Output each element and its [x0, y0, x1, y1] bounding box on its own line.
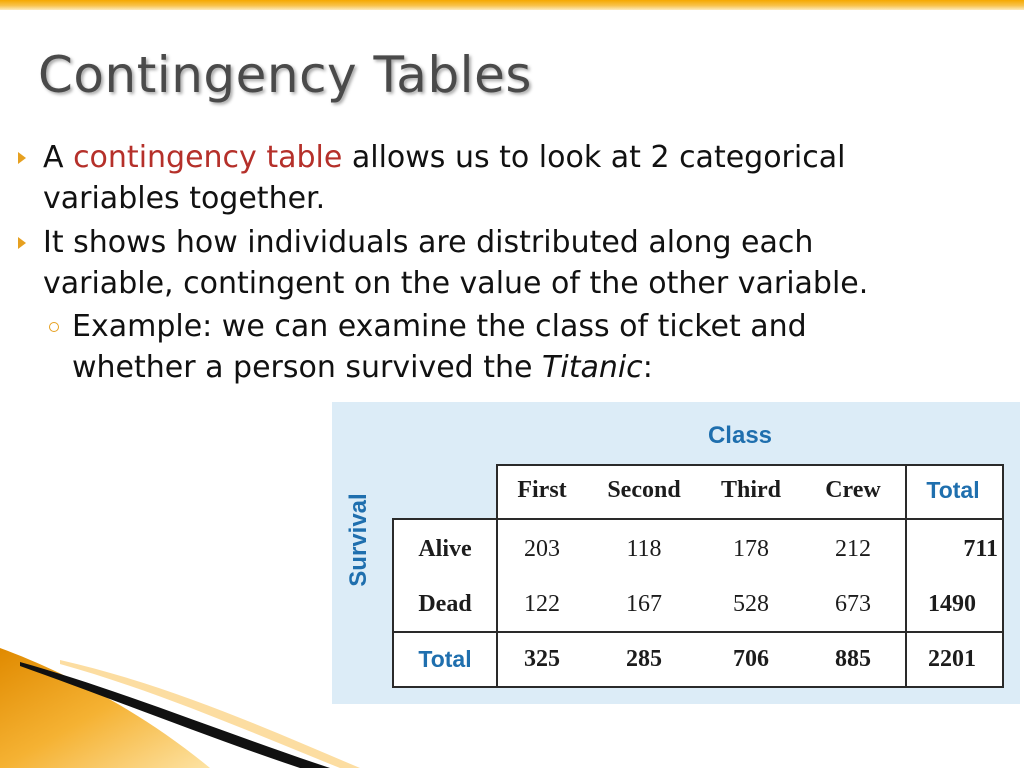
survival-group-label: Survival: [345, 493, 372, 587]
bullet-arrow-icon: [18, 152, 26, 164]
column-header-total: Total: [926, 477, 980, 503]
sub-bullet-line-1: Example: we can examine the class of ticket and: [72, 309, 807, 344]
titanic-italic: Titanic: [542, 350, 643, 385]
decorative-swoosh: [0, 640, 400, 768]
highlighted-term: contingency table: [73, 140, 343, 175]
cell-alive-second: 118: [626, 536, 662, 562]
cell-alive-third: 178: [733, 536, 769, 562]
bullet-1-line-2: variables together.: [43, 181, 326, 216]
cell-grand-total: 2201: [928, 646, 976, 672]
column-header-crew: Crew: [825, 477, 881, 503]
cell-total-second: 285: [626, 646, 662, 672]
row-label-alive: Alive: [418, 536, 472, 562]
class-group-label: Class: [707, 422, 773, 449]
cell-dead-first: 122: [524, 591, 560, 617]
cell-dead-third: 528: [733, 591, 769, 617]
bullet-arrow-icon: [18, 237, 26, 249]
bullet-2-line-2: variable, contingent on the value of the other variable.: [43, 266, 869, 301]
column-header-first: First: [517, 477, 567, 503]
column-header-second: Second: [607, 477, 681, 503]
cell-alive-first: 203: [524, 536, 560, 562]
column-header-third: Third: [720, 477, 782, 503]
cell-alive-total: 711: [963, 536, 998, 562]
cell-dead-total: 1490: [928, 591, 976, 617]
row-label-dead: Dead: [418, 591, 472, 617]
cell-dead-second: 167: [626, 591, 662, 617]
cell-dead-crew: 673: [835, 591, 871, 617]
cell-total-first: 325: [524, 646, 560, 672]
slide-title: Contingency Tables: [38, 46, 532, 104]
cell-total-third: 706: [733, 646, 769, 672]
sub-bullet-ring-icon: [49, 322, 59, 332]
row-label-total: Total: [418, 646, 472, 672]
top-accent-bar: [0, 0, 1024, 10]
sub-bullet-line-2: whether a person survived the Titanic:: [72, 350, 653, 385]
cell-total-crew: 885: [835, 646, 871, 672]
bullet-2-line-1: It shows how individuals are distributed along each: [43, 225, 814, 260]
bullet-1-line-1: A contingency table allows us to look at 2 categorical: [43, 140, 846, 175]
cell-alive-crew: 212: [835, 536, 871, 562]
